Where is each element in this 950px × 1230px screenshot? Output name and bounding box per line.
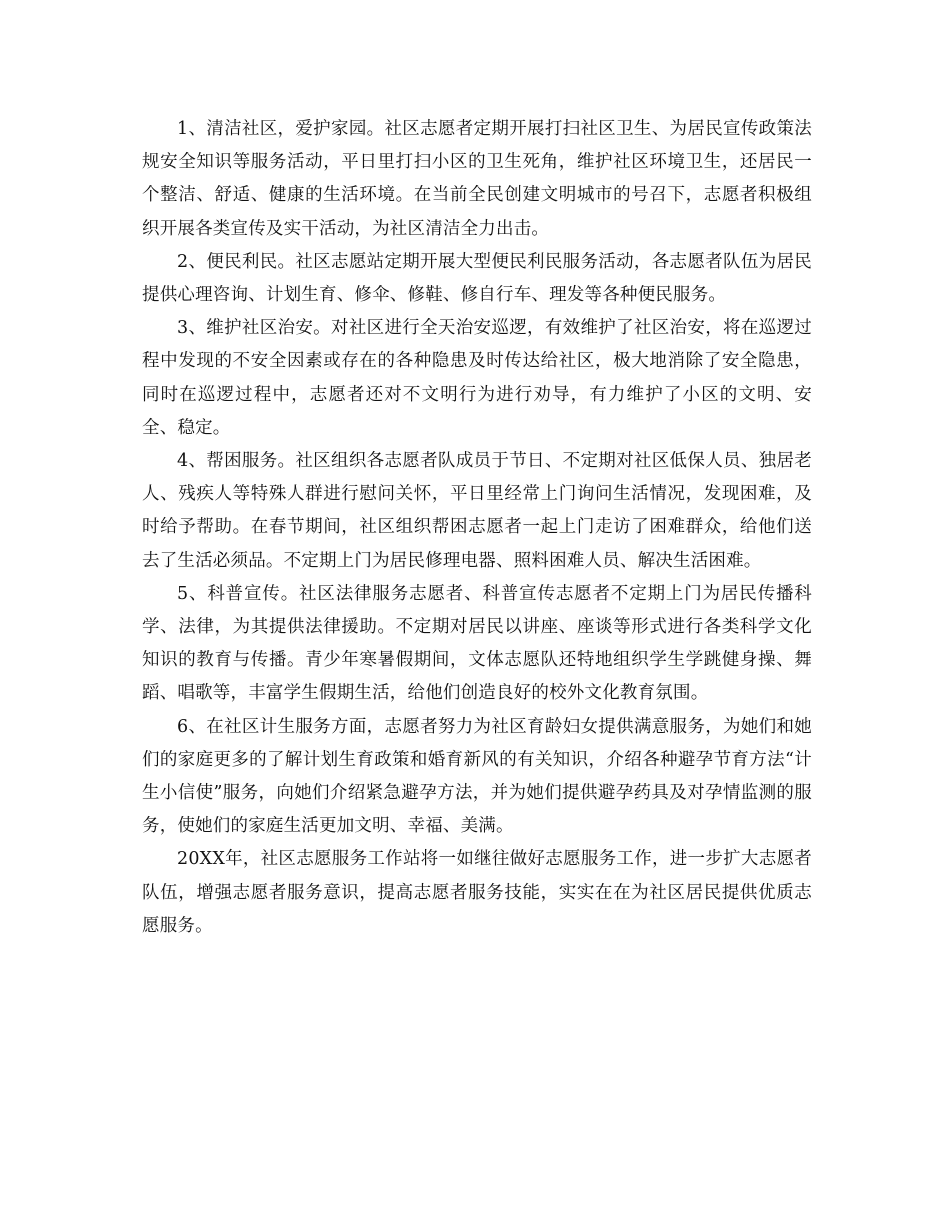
paragraph-assistance: 4、帮困服务。社区组织各志愿者队成员于节日、不定期对社区低保人员、独居老人、残疾人等特殊人群进行慰问关怀，平日里经常上门询问生活情况，发现困难，及时给予帮助。在春节期间，社区组织帮困志愿者一起上门走访了困难群众，给他们送去了生活必须品。不定期上门为居民修理电器、照料困难人员、解决生活困难。 bbox=[142, 451, 812, 571]
paragraph-security: 3、维护社区治安。对社区进行全天治安巡逻，有效维护了社区治安，将在巡逻过程中发现的不安全因素或存在的各种隐患及时传达给社区，极大地消除了安全隐患，同时在巡逻过程中，志愿者还对不文明行为进行劝导，有力维护了小区的文明、安全、稳定。 bbox=[142, 318, 812, 438]
paragraph-family-planning: 6、在社区计生服务方面，志愿者努力为社区育龄妇女提供满意服务，为她们和她们的家庭更多的了解计划生育政策和婚育新风的有关知识，介绍各种避孕节育方法“计生小信使”服务，向她们介绍紧急避孕方法，并为她们提供避孕药具及对孕情监测的服务，使她们的家庭生活更加文明、幸福、美满。 bbox=[142, 716, 812, 837]
paragraph-cleaning: 1、清洁社区，爱护家园。社区志愿者定期开展打扫社区卫生、为居民宣传政策法规安全知识等服务活动，平日里打扫小区的卫生死角，维护社区环境卫生，还居民一个整洁、舒适、健康的生活环境。在当前全民创建文明城市的号召下，志愿者积极组织开展各类宣传及实干活动，为社区清洁全力出击。 bbox=[142, 119, 812, 239]
paragraph-convenience: 2、便民利民。社区志愿站定期开展大型便民利民服务活动，各志愿者队伍为居民提供心理咨询、计划生育、修伞、修鞋、修自行车、理发等各种便民服务。 bbox=[142, 251, 812, 306]
paragraph-science: 5、科普宣传。社区法律服务志愿者、科普宣传志愿者不定期上门为居民传播科学、法律，为其提供法律援助。不定期对居民以讲座、座谈等形式进行各类科学文化知识的教育与传播。青少年寒暑假期间，文体志愿队还特地组织学生学跳健身操、舞蹈、唱歌等，丰富学生假期生活，给他们创造良好的校外文化教育氛围。 bbox=[142, 583, 812, 704]
paragraph-outlook: 20XX年，社区志愿服务工作站将一如继往做好志愿服务工作，进一步扩大志愿者队伍，增强志愿者服务意识，提高志愿者服务技能，实实在在为社区居民提供优质志愿服务。 bbox=[142, 849, 812, 936]
